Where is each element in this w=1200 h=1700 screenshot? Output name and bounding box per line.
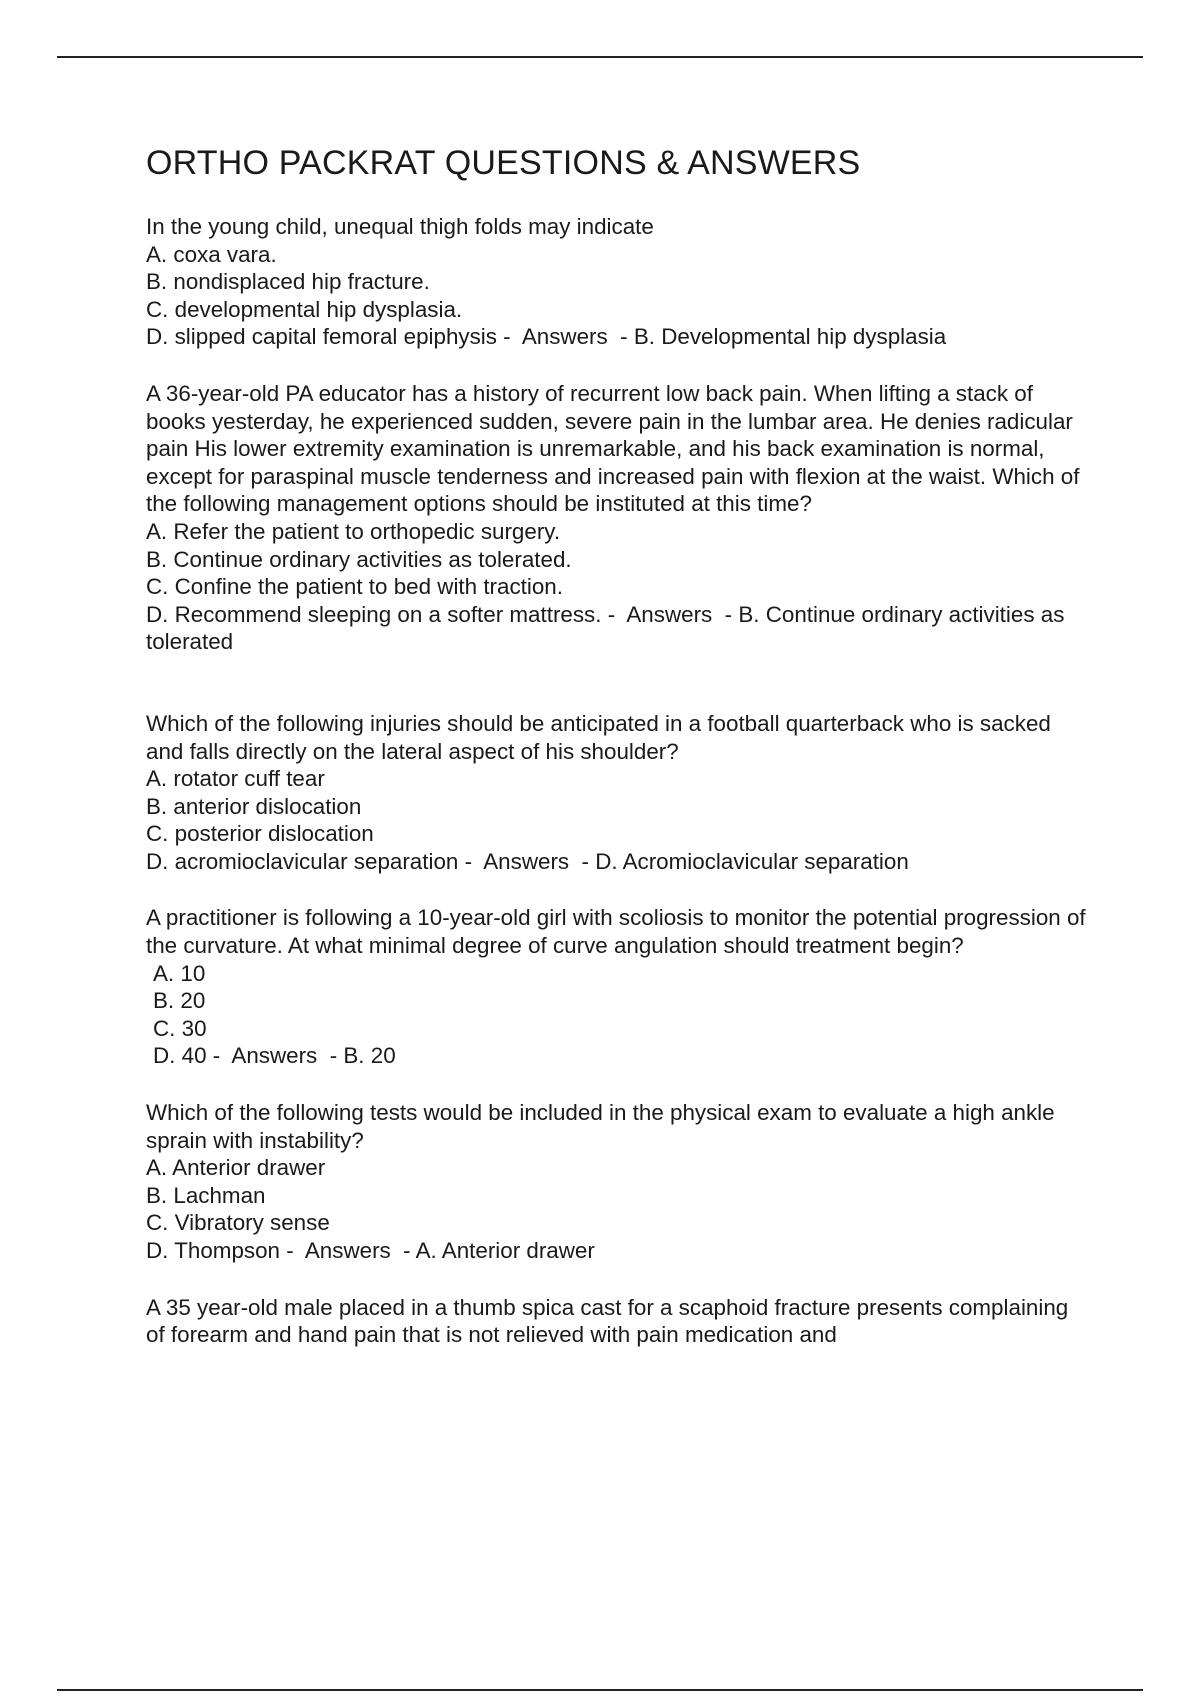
option-c: C. Confine the patient to bed with traction. xyxy=(146,574,563,600)
question-1 xyxy=(146,213,1086,351)
question-4 xyxy=(146,904,1092,1070)
option-c: C. developmental hip dysplasia. xyxy=(146,296,463,322)
document-title: ORTHO PACKRAT QUESTIONS & ANSWERS xyxy=(146,144,861,182)
question-6 xyxy=(146,1294,1086,1349)
question-5 xyxy=(146,1099,1086,1265)
question-stem: Which of the following tests would be included in the physical exam to evaluate a high ankle sprain with instability? xyxy=(146,1100,1061,1153)
option-c: C. 30 xyxy=(153,1015,207,1041)
question-2 xyxy=(146,380,1086,656)
option-a: A. 10 xyxy=(153,960,206,986)
option-c: C. posterior dislocation xyxy=(146,821,374,847)
option-d-answer: D. acromioclavicular separation - Answers - D. Acromioclavicular separation xyxy=(146,848,909,874)
question-3 xyxy=(146,710,1086,876)
option-d-answer: D. Thompson - Answers - A. Anterior drawer xyxy=(146,1238,595,1263)
question-stem: A 35 year-old male placed in a thumb spica cast for a scaphoid fracture presents complaining of forearm and hand pain that is not relieved with pain medication and xyxy=(146,1294,1075,1348)
option-d-answer: D. Recommend sleeping on a softer mattress. - Answers - B. Continue ordinary activities as tolerated xyxy=(146,601,1071,655)
option-b: B. Continue ordinary activities as tolerated. xyxy=(146,546,572,572)
option-b: B. nondisplaced hip fracture. xyxy=(146,269,430,295)
top-rule xyxy=(57,56,1143,58)
document-body xyxy=(146,143,1092,1349)
option-d-answer: D. slipped capital femoral epiphysis - Answers - B. Developmental hip dysplasia xyxy=(146,324,947,350)
option-b: B. Lachman xyxy=(146,1182,266,1208)
bottom-rule xyxy=(57,1689,1143,1691)
option-a: A. coxa vara. xyxy=(146,241,277,267)
option-a: A. rotator cuff tear xyxy=(146,766,325,792)
option-a: A. Anterior drawer xyxy=(146,1155,326,1181)
option-b: B. anterior dislocation xyxy=(146,793,362,819)
question-stem: Which of the following injuries should be anticipated in a football quarterback who is sacked and falls directly on the lateral aspect of his shoulder? xyxy=(146,710,1058,764)
question-stem: In the young child, unequal thigh folds may indicate xyxy=(146,214,654,239)
option-c: C. Vibratory sense xyxy=(146,1210,330,1236)
option-a: A. Refer the patient to orthopedic surgery. xyxy=(146,518,561,544)
question-stem: A practitioner is following a 10-year-old girl with scoliosis to monitor the potential progression of the curvature. At what minimal degree of curve angulation should treatment begin? xyxy=(146,905,1092,959)
question-stem: A 36-year-old PA educator has a history of recurrent low back pain. When lifting a stack of books yesterday, he experienced sudden, severe pain in the lumbar area. He denies radicular pain His lower extremity examination is unremarkable, and his back examination is normal, except for paraspinal muscle tenderness and increased pain with flexion at the waist. Which of the following management options should be instituted at this time? xyxy=(146,380,1086,517)
option-b: B. 20 xyxy=(153,988,206,1014)
option-d-answer: D. 40 - Answers - B. 20 xyxy=(153,1043,396,1069)
